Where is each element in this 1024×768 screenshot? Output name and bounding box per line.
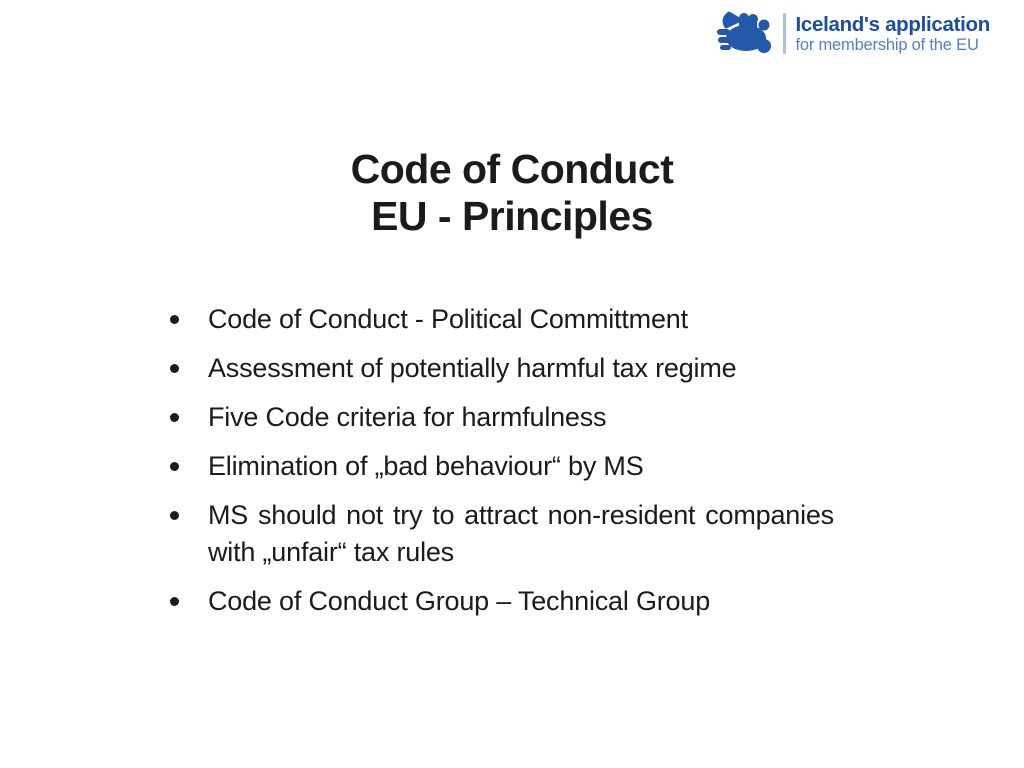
- bullet-text: MS should not try to attract non-resident companies with „unfair“ tax rules: [208, 500, 834, 567]
- bullet-dot: [170, 413, 179, 422]
- bullet-item: [168, 497, 834, 571]
- bullet-dot: [170, 315, 179, 324]
- bullet-item: [168, 350, 834, 387]
- bullet-item: [168, 399, 834, 436]
- bullet-text: Five Code criteria for harmfulness: [208, 402, 607, 432]
- logo-subtitle: for membership of the EU: [795, 35, 979, 54]
- bullet-dot: [170, 597, 179, 606]
- logo: [717, 10, 990, 57]
- slide-title-line1: Code of Conduct: [350, 146, 674, 192]
- bullet-dot: [170, 364, 179, 373]
- logo-title: Iceland's application: [795, 12, 990, 36]
- bullet-text: Code of Conduct Group – Technical Group: [208, 586, 711, 616]
- bullet-dot: [170, 462, 179, 471]
- bullet-text: Assessment of potentially harmful tax regime: [208, 353, 737, 383]
- bullet-item: [168, 301, 834, 338]
- logo-text: [795, 13, 990, 55]
- bullet-dot: [170, 511, 179, 520]
- bullet-item: [168, 448, 834, 485]
- slide-title-line2: EU - Principles: [371, 193, 653, 239]
- iceland-map-icon: [717, 10, 774, 57]
- bullet-text: Elimination of „bad behaviour“ by MS: [208, 451, 644, 481]
- bullet-item: [168, 583, 834, 620]
- bullet-list: [168, 301, 834, 632]
- logo-divider: [783, 13, 786, 54]
- slide-title: [0, 146, 1024, 240]
- bullet-text: Code of Conduct - Political Committment: [208, 304, 688, 334]
